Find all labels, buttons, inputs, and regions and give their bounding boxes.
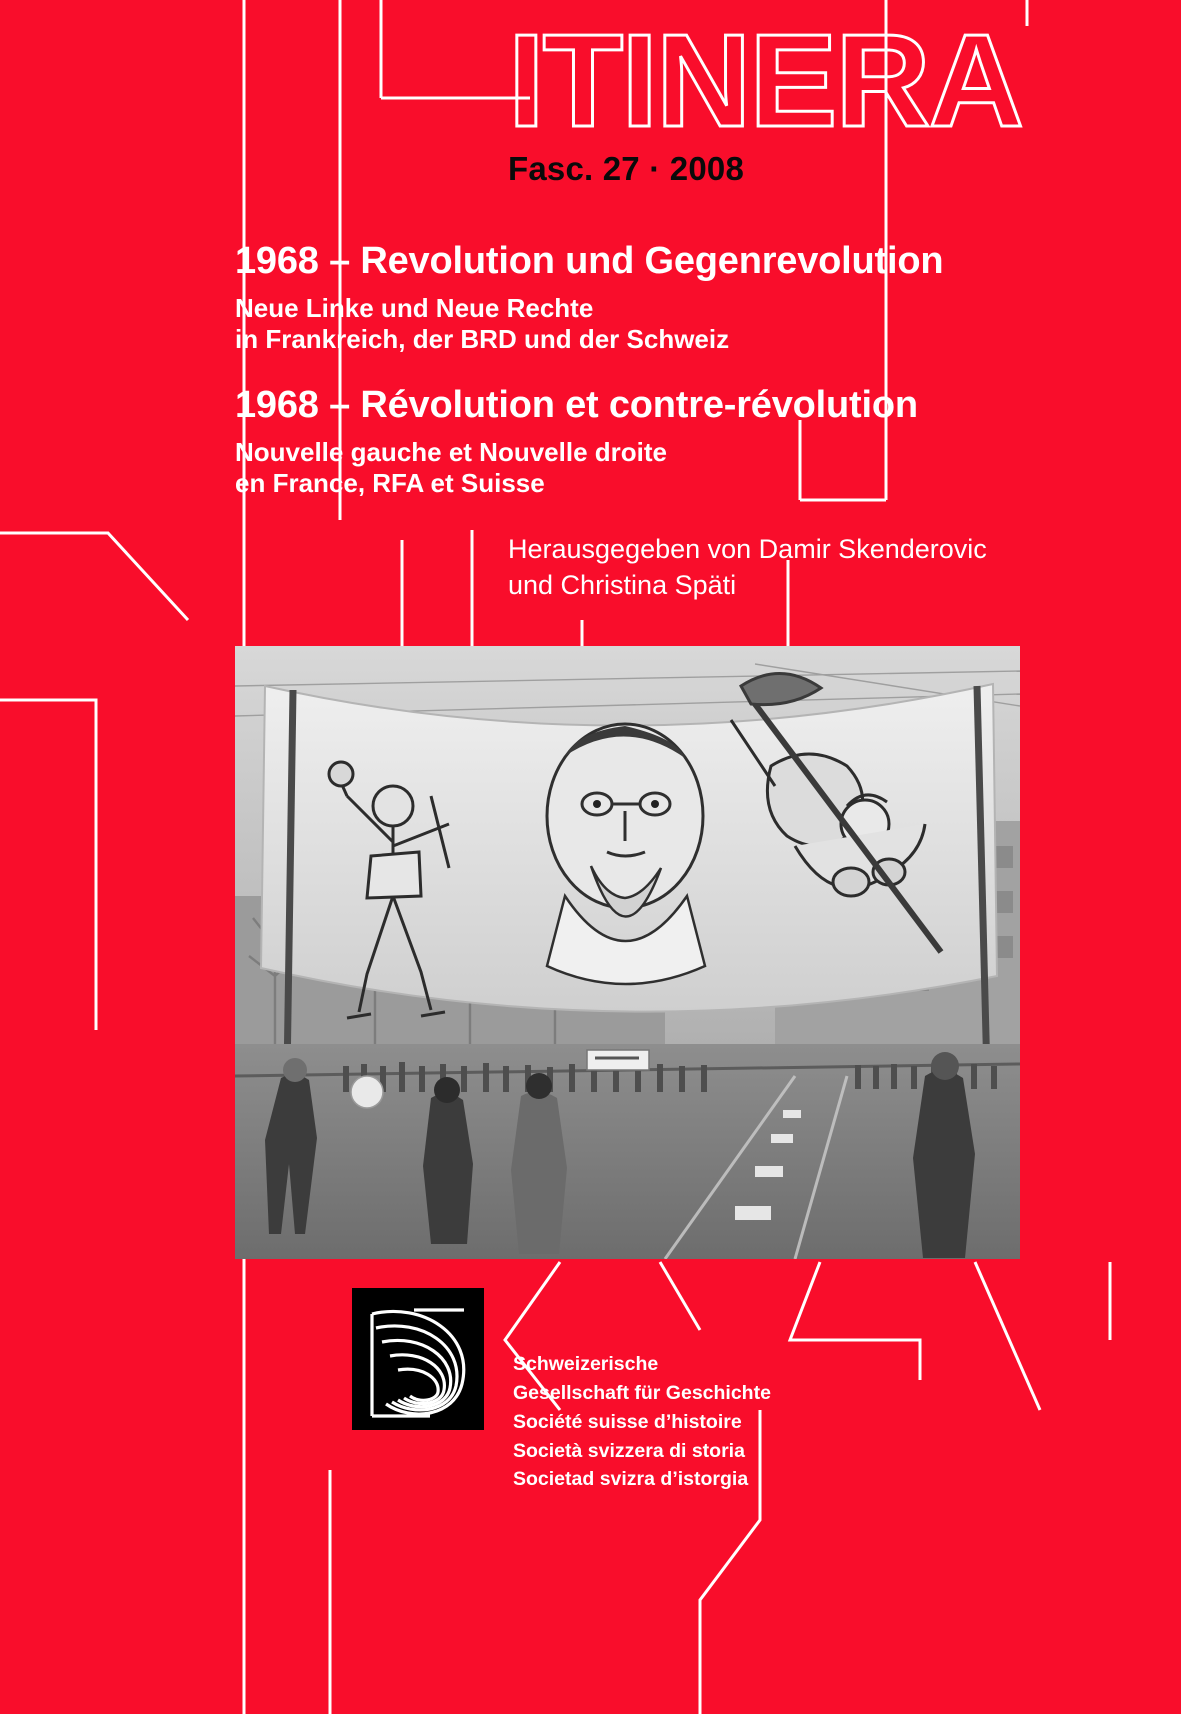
editors-line-1: Herausgegeben von Damir Skenderovic xyxy=(508,534,987,564)
society-name-block xyxy=(513,1350,771,1494)
society-name-rm: Societad svizra d’istorgia xyxy=(513,1468,749,1491)
subtitle-german-line-1: Neue Linke und Neue Rechte xyxy=(235,292,594,323)
subtitle-french-line-2: en France, RFA et Suisse xyxy=(235,468,545,499)
society-name-it: Società svizzera di storia xyxy=(513,1439,745,1462)
editors-line-2: und Christina Späti xyxy=(508,570,737,601)
title-block xyxy=(235,240,1035,528)
issue-line: Fasc. 27 · 2008 xyxy=(508,150,744,187)
subtitle-french-line-1: Nouvelle gauche et Nouvelle droite xyxy=(235,436,667,467)
society-name-de-2: Gesellschaft für Geschichte xyxy=(513,1381,771,1404)
cover-photograph xyxy=(235,646,1020,1259)
subtitle-german xyxy=(235,293,1035,356)
society-logo xyxy=(352,1288,484,1430)
editors-credit xyxy=(508,531,1108,604)
masthead-logotype xyxy=(508,22,1168,147)
subtitle-german-line-2: in Frankreich, der BRD und der Schweiz xyxy=(235,324,730,355)
subtitle-french xyxy=(235,437,1035,500)
title-german: 1968 – Revolution und Gegenrevolution xyxy=(235,240,944,282)
masthead-text: ITINERA xyxy=(508,22,1022,147)
title-french: 1968 – Révolution et contre-révolution xyxy=(235,383,918,426)
society-name-de-1: Schweizerische xyxy=(513,1353,659,1375)
society-name-fr: Société suisse d’histoire xyxy=(513,1410,742,1433)
